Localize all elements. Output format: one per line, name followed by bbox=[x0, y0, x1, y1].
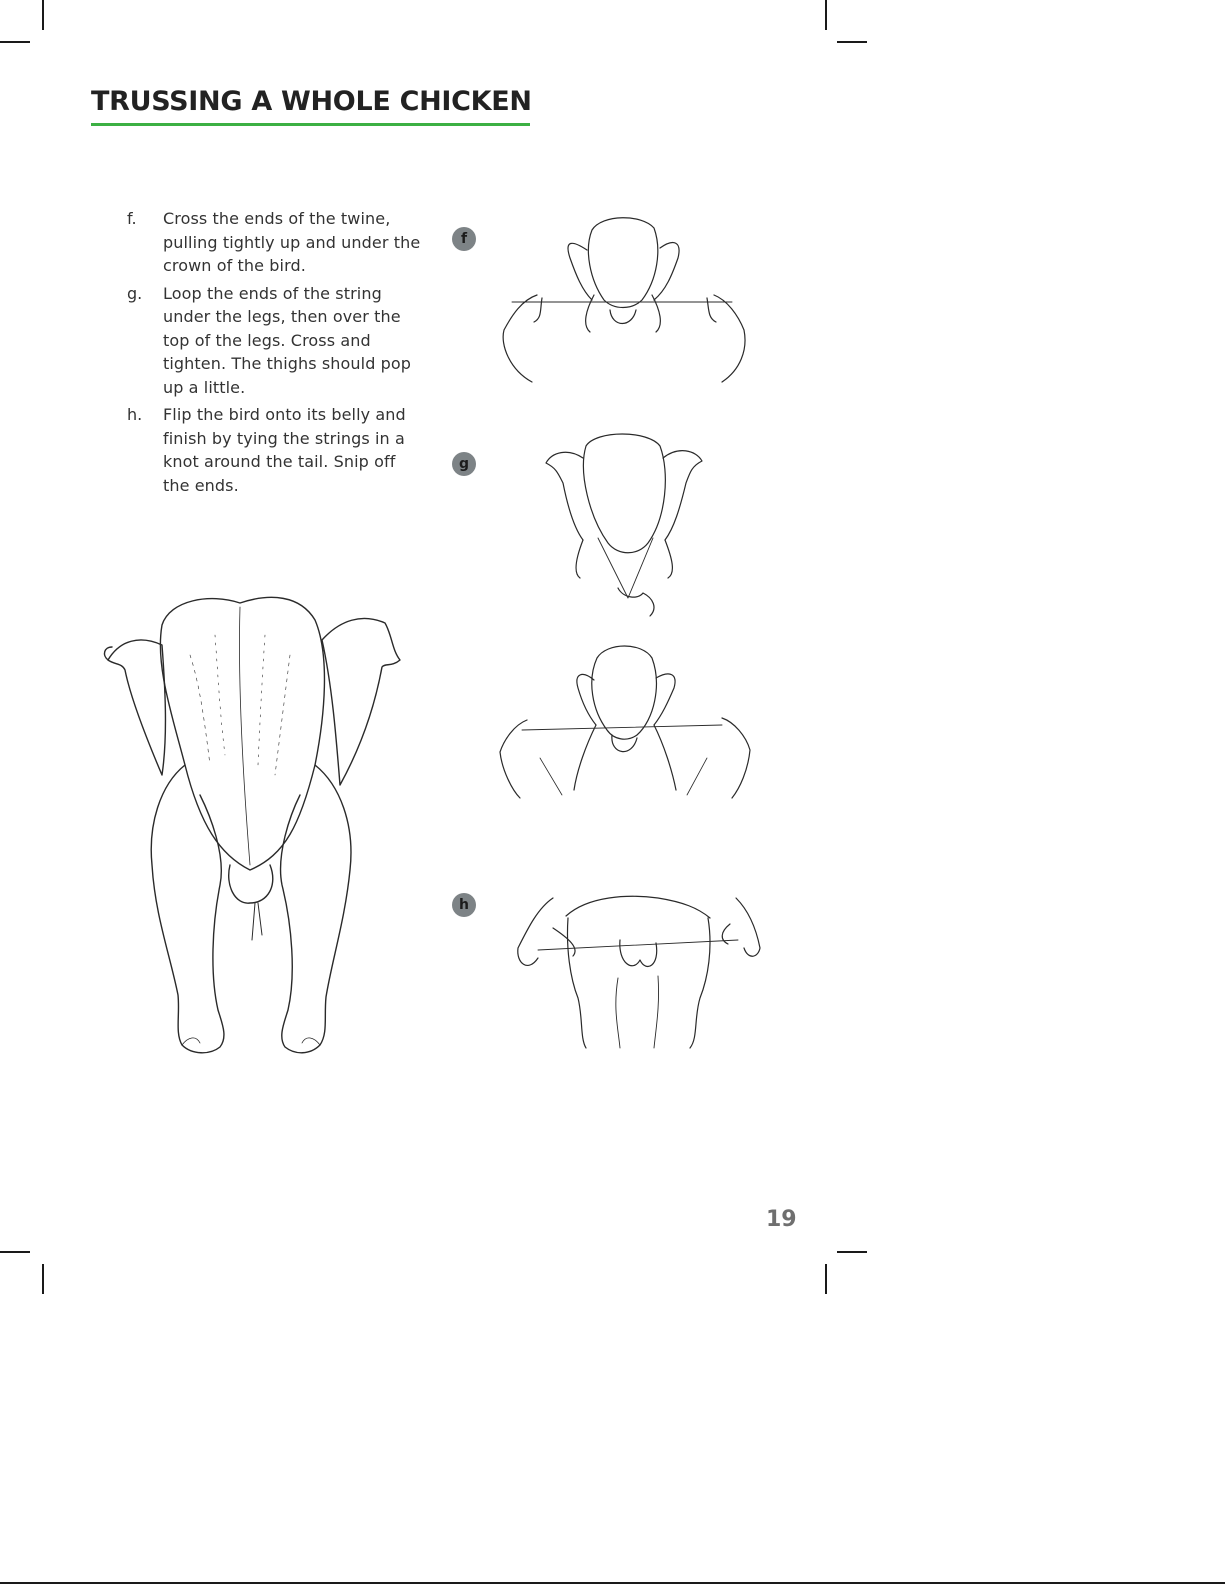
crop-mark bbox=[825, 1264, 827, 1294]
page-title: TRUSSING A WHOLE CHICKEN bbox=[91, 86, 532, 117]
crop-mark bbox=[825, 0, 827, 30]
step-badge-f: f bbox=[452, 227, 476, 251]
step-f bbox=[127, 207, 427, 278]
page-number: 19 bbox=[766, 1207, 797, 1232]
step-f-illustration bbox=[482, 210, 762, 388]
step-badge-h: h bbox=[452, 893, 476, 917]
crop-mark bbox=[0, 1251, 30, 1253]
crop-mark bbox=[837, 41, 867, 43]
step-text: Cross the ends of the twine, pulling tightly up and under the crown of the bird. bbox=[163, 209, 421, 275]
crop-mark bbox=[0, 41, 30, 43]
step-g-illustration-1 bbox=[538, 428, 718, 620]
page-edge-line bbox=[0, 1582, 1225, 1584]
step-letter: g. bbox=[127, 283, 143, 303]
title-underline bbox=[91, 123, 530, 126]
step-h bbox=[127, 403, 427, 497]
step-text: Flip the bird onto its belly and finish by tying the strings in a knot around the tail. Snip off the ends. bbox=[163, 405, 406, 495]
step-g bbox=[127, 282, 427, 400]
step-badge-g: g bbox=[452, 452, 476, 476]
steps-list bbox=[127, 207, 427, 501]
step-text: Loop the ends of the string under the legs, then over the top of the legs. Cross and tighten. The thighs should pop up a little. bbox=[163, 283, 412, 397]
step-letter: h. bbox=[127, 405, 143, 424]
crop-mark bbox=[837, 1251, 867, 1253]
step-h-illustration bbox=[508, 888, 763, 1056]
step-letter: f. bbox=[127, 209, 137, 228]
crop-mark bbox=[42, 0, 44, 30]
crop-mark bbox=[42, 1264, 44, 1294]
trussed-chicken-illustration bbox=[100, 585, 405, 1080]
step-g-illustration-2 bbox=[482, 640, 762, 805]
